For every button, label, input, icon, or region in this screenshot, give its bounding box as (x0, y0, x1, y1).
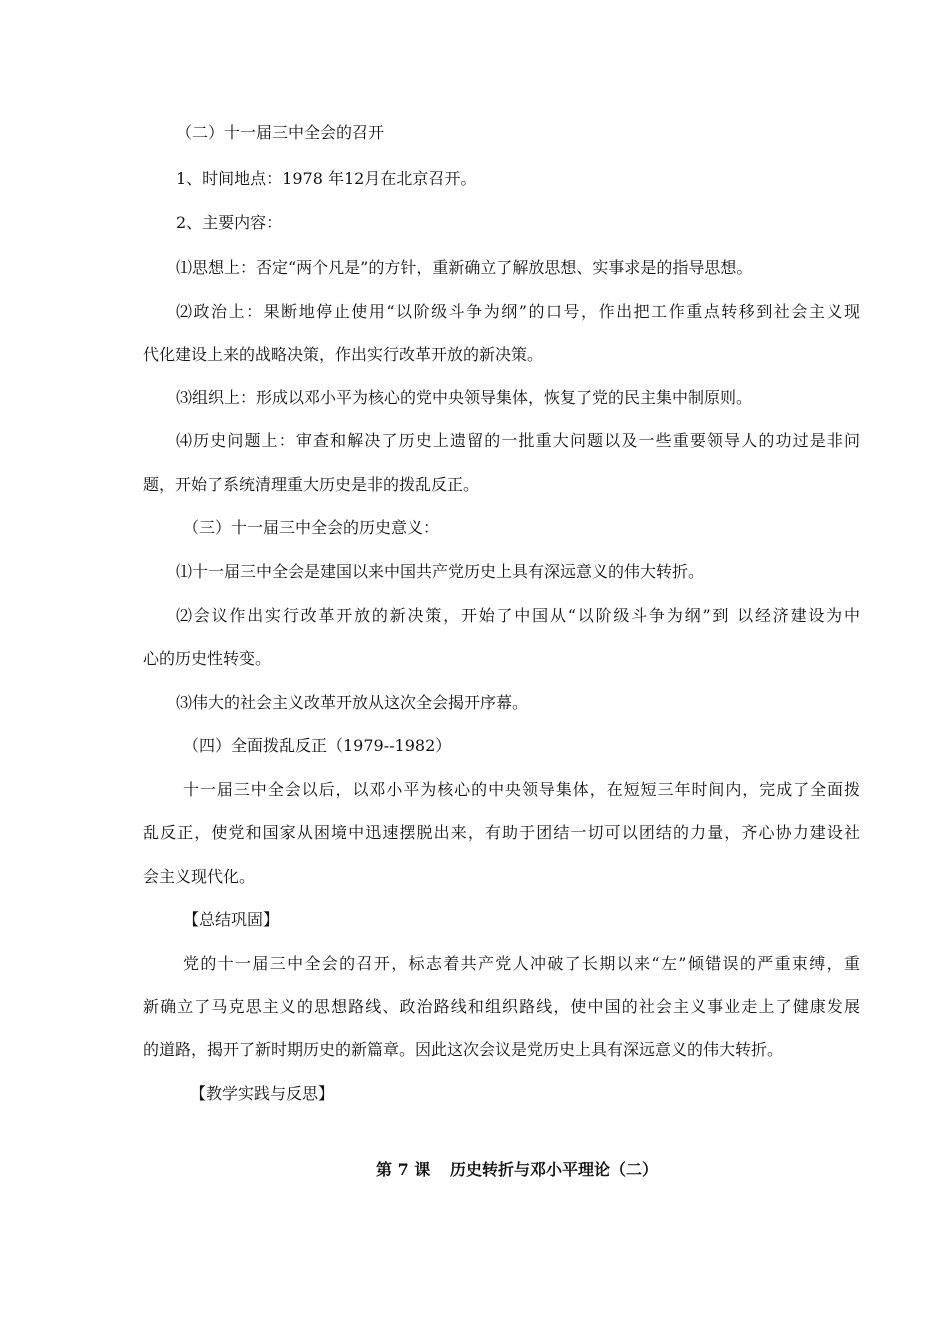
item-time-place: 1、时间地点：1978 年12月在北京召开。 (176, 169, 477, 188)
paragraph-4-line2: 乱反正，使党和国家从困境中迅速摆脱出来，有助于团结一切可以团结的力量，齐心协力建设社 (143, 823, 860, 842)
lesson-title: 历史转折与邓小平理论（二） (450, 1160, 659, 1179)
significance-2-line1: ⑵会议作出实行改革开放的新决策，开始了中国从“以阶级斗争为纲”到 以经济建设为中 (176, 606, 860, 625)
content-politics-line2: 代化建设上来的战略决策，作出实行改革开放的新决策。 (143, 345, 544, 364)
lesson-number: 第 7 课 (376, 1160, 431, 1179)
summary-heading: 【总结巩固】 (183, 910, 280, 929)
paragraph-4-line1: 十一届三中全会以后，以邓小平为核心的中央领导集体，在短短三年时间内，完成了全面拨 (183, 780, 860, 799)
item-main-content: 2、主要内容： (176, 213, 283, 232)
summary-line3: 的道路，揭开了新时期历史的新篇章。因此这次会议是党历史上具有深远意义的伟大转折。 (143, 1040, 784, 1059)
reflection-heading: 【教学实践与反思】 (190, 1084, 335, 1103)
section-heading-3: （三）十一届三中全会的历史意义： (183, 518, 440, 537)
paragraph-4-line3: 会主义现代化。 (143, 867, 256, 886)
significance-2-line2: 心的历史性转变。 (143, 649, 272, 668)
section-heading-4: （四）全面拨乱反正（1979--1982） (183, 736, 452, 755)
content-politics-line1: ⑵政治上：果断地停止使用“以阶级斗争为纲”的口号，作出把工作重点转移到社会主义现 (176, 302, 860, 321)
content-organization: ⑶组织上：形成以邓小平为核心的党中央领导集体，恢复了党的民主集中制原则。 (176, 388, 753, 407)
content-ideology: ⑴思想上：否定“两个凡是”的方针，重新确立了解放思想、实事求是的指导思想。 (176, 258, 753, 277)
content-history-line2: 题，开始了系统清理重大历史是非的拨乱反正。 (143, 475, 480, 494)
significance-1: ⑴十一届三中全会是建国以来中国共产党历史上具有深远意义的伟大转折。 (176, 562, 705, 581)
summary-line2: 新确立了马克思主义的思想路线、政治路线和组织路线，使中国的社会主义事业走上了健康发展 (143, 997, 860, 1016)
summary-line1: 党的十一届三中全会的召开，标志着共产党人冲破了长期以来“左”倾错误的严重束缚，重 (183, 954, 860, 973)
content-history-line1: ⑷历史问题上：审查和解决了历史上遗留的一批重大问题以及一些重要领导人的功过是非问 (176, 431, 860, 450)
significance-3: ⑶伟大的社会主义改革开放从这次全会揭开序幕。 (176, 693, 529, 712)
section-heading-2: （二）十一届三中全会的召开 (176, 123, 385, 142)
